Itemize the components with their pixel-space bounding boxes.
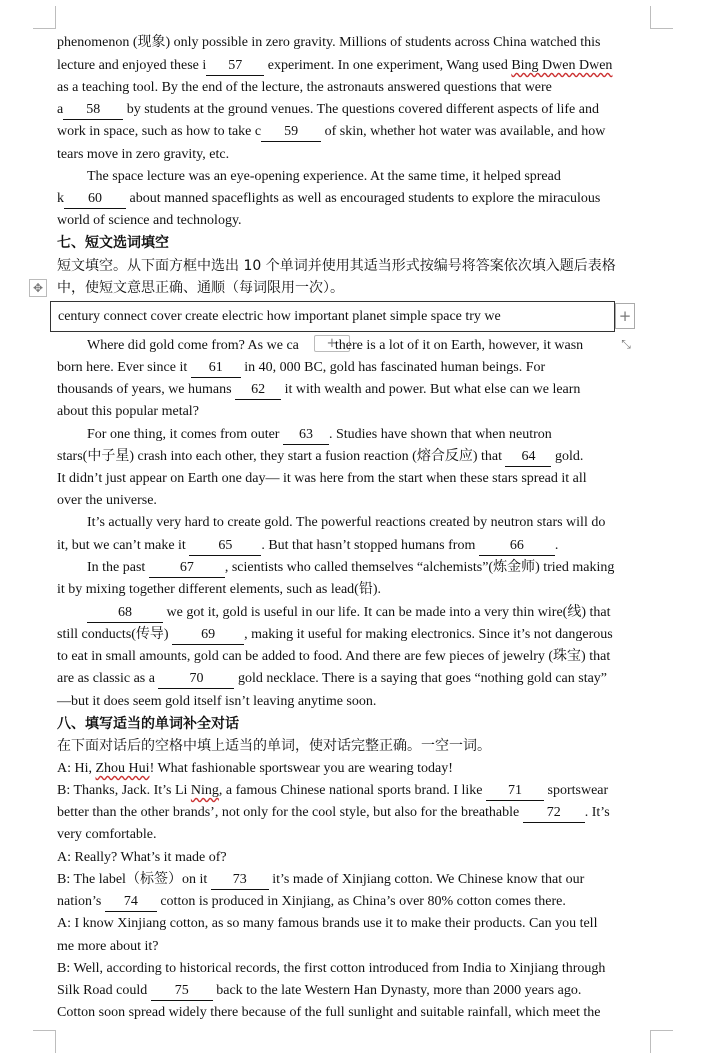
text-line: 68 we got it, gold is useful in our life. It can be made into a very thin wire(线) that — [87, 603, 611, 623]
dialogue-line: B: Thanks, Jack. It’s Li Ning, a famous Chinese national sports brand. I like 71 sportswear — [57, 781, 608, 801]
text-line: work in space, such as how to take c 59 of skin, whether hot water was available, and how — [57, 122, 605, 142]
text-line: k 60 about manned spaceflights as well as encouraged students to explore the miraculous — [57, 189, 600, 209]
word-bank-text: century connect cover create electric how important planet simple space try we — [58, 309, 501, 324]
section-8-instruction: 在下面对话后的空格中填上适当的单词，使对话完整正确。一空一词。 — [57, 738, 491, 754]
dialogue-line: better than the other brands’, not only for the cool style, but also for the breathable 72 . It’s — [57, 803, 610, 823]
blank-67[interactable]: 67 — [149, 559, 225, 578]
text-line: a 58 by students at the ground venues. The questions covered different aspects of life and — [57, 100, 599, 120]
blank-63[interactable]: 63 — [283, 426, 329, 445]
text-line: tears move in zero gravity, etc. — [57, 147, 230, 162]
text-line: to eat in small amounts, gold can be added to food. And there are few pieces of jewelry (珠宝) that — [57, 649, 611, 664]
dialogue-line: very comfortable. — [57, 827, 157, 842]
section-7-instruction: 中，使短文意思正确、通顺（每词限用一次）。 — [57, 280, 344, 296]
blank-65[interactable]: 65 — [189, 537, 261, 556]
dialogue-line: B: The label（标签）on it 73 it’s made of Xinjiang cotton. We Chinese know that our — [57, 870, 584, 890]
blank-58[interactable]: 58 — [63, 101, 123, 120]
add-row-button[interactable]: + — [314, 335, 350, 352]
word-bank-box — [50, 301, 615, 332]
dialogue-line: A: Hi, Zhou Hui! What fashionable sportswear you are wearing today! — [57, 761, 453, 776]
text-line: stars(中子星) crash into each other, they start a fusion reaction (熔合反应) that 64 gold. — [57, 447, 583, 467]
blank-72[interactable]: 72 — [523, 804, 585, 823]
blank-66[interactable]: 66 — [479, 537, 555, 556]
blank-75[interactable]: 75 — [151, 982, 213, 1001]
text-line: For one thing, it comes from outer 63 . Studies have shown that when neutron — [87, 425, 552, 445]
blank-71[interactable]: 71 — [486, 782, 544, 801]
text-line: It didn’t just appear on Earth one day— it was here from the start when these stars spread it all — [57, 471, 587, 486]
blank-60[interactable]: 60 — [64, 190, 126, 209]
text-line: Where did gold come from? As we ca there is a lot of it on Earth, however, it wasn — [87, 338, 584, 353]
blank-68[interactable]: 68 — [87, 604, 163, 623]
dialogue-line: A: Really? What’s it made of? — [57, 850, 227, 865]
page-corner-mark — [650, 6, 673, 29]
text-line: about this popular metal? — [57, 404, 199, 419]
text-line: The space lecture was an eye-opening experience. At the same time, it helped spread — [87, 169, 561, 184]
blank-70[interactable]: 70 — [158, 670, 234, 689]
blank-64[interactable]: 64 — [505, 448, 551, 467]
text-line: —but it does seem gold itself isn’t leaving anytime soon. — [57, 694, 377, 709]
dialogue-line: A: I know Xinjiang cotton, as so many famous brands use it to make their products. Can you tell — [57, 916, 598, 931]
blank-74[interactable]: 74 — [105, 893, 157, 912]
dialogue-line: nation’s 74 cotton is produced in Xinjiang, as China’s over 80% cotton comes there. — [57, 892, 566, 912]
blank-59[interactable]: 59 — [261, 123, 321, 142]
text-line: it, but we can’t make it 65 . But that hasn’t stopped humans from 66 . — [57, 536, 558, 556]
text-line: over the universe. — [57, 493, 157, 508]
text-line: it by mixing together different elements, such as lead(铅). — [57, 582, 381, 597]
table-resize-icon[interactable]: ⤡ — [621, 337, 631, 351]
text-line: phenomenon (现象) only possible in zero gravity. Millions of students across China watched this — [57, 35, 601, 50]
text-line: as a teaching tool. By the end of the lecture, the astronauts answered questions that were — [57, 80, 552, 95]
section-7-instruction: 短文填空。从下面方框中选出 10 个单词并使用其适当形式按编号将答案依次填入题后表格 — [57, 258, 616, 274]
text-line: It’s actually very hard to create gold. The powerful reactions created by neutron stars will do — [87, 515, 606, 530]
add-column-button[interactable]: + — [615, 303, 635, 329]
section-8-title: 八、填写适当的单词补全对话 — [57, 716, 239, 732]
blank-73[interactable]: 73 — [211, 871, 269, 890]
text-line: world of science and technology. — [57, 213, 242, 228]
section-7-title: 七、短文选词填空 — [57, 235, 169, 251]
text-line: In the past 67 , scientists who called themselves “alchemists”(炼金师) tried making — [87, 558, 614, 578]
table-move-handle-icon[interactable]: ✥ — [29, 279, 47, 297]
blank-69[interactable]: 69 — [172, 626, 244, 645]
text-line: lecture and enjoyed these i 57 experiment. In one experiment, Wang used Bing Dwen Dwen — [57, 56, 612, 76]
blank-62[interactable]: 62 — [235, 381, 281, 400]
page-corner-mark — [33, 1030, 56, 1053]
text-line: still conducts(传导) 69 , making it useful for making electronics. Since it’s not dangerous — [57, 625, 613, 645]
blank-57[interactable]: 57 — [206, 57, 264, 76]
dialogue-line: Cotton soon spread widely there because of the full sunlight and suitable rainfall, which meet the — [57, 1005, 601, 1020]
dialogue-line: B: Well, according to historical records, the first cotton introduced from India to Xinjiang through — [57, 961, 606, 976]
dialogue-line: me more about it? — [57, 939, 159, 954]
text-line: thousands of years, we humans 62 it with wealth and power. But what else can we learn — [57, 380, 580, 400]
dialogue-line: Silk Road could 75 back to the late Western Han Dynasty, more than 2000 years ago. — [57, 981, 581, 1001]
page-corner-mark — [33, 6, 56, 29]
text-line: born here. Ever since it 61 in 40, 000 BC, gold has fascinated human beings. For — [57, 358, 545, 378]
text-line: are as classic as a 70 gold necklace. There is a saying that goes “nothing gold can stay” — [57, 669, 607, 689]
blank-61[interactable]: 61 — [191, 359, 241, 378]
page-corner-mark — [650, 1030, 673, 1053]
